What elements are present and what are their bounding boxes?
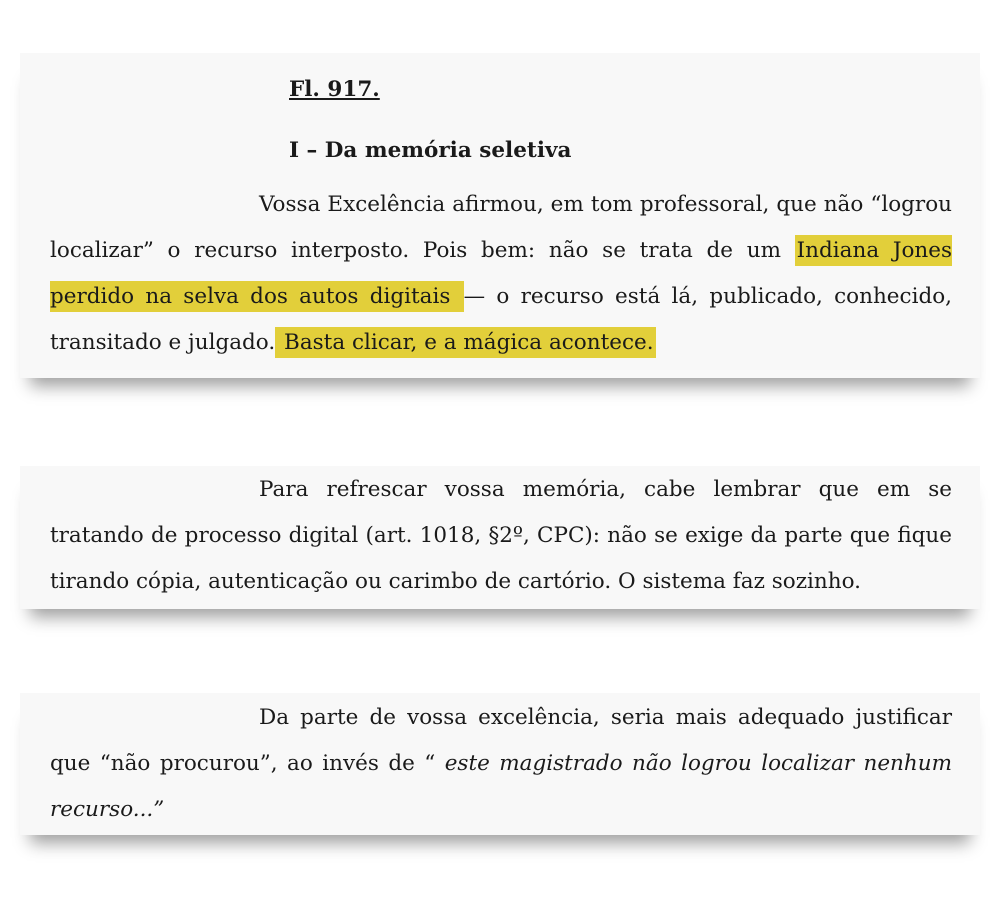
paragraph-3-text: Da parte de vossa excelência, seria mais adequado justificar que “não procurou”, ao invés de “ (50, 705, 952, 776)
highlight-basta-clicar: Basta clicar, e a mágica acontece. (275, 327, 655, 358)
page-reference: Fl. 917. (289, 77, 380, 102)
document-excerpt-1 (20, 53, 980, 378)
paragraph-1-text-a: Vossa Excelência afirmou, em tom professoral, que não “logrou localizar” o recurso interposto. Pois bem: não se trata de um (50, 192, 952, 263)
paragraph-1-text-b: — o recurso está lá, publicado, conhecido, transitado e julgado. (50, 284, 952, 355)
paragraph-1 (50, 182, 952, 366)
document-excerpt-3 (20, 693, 980, 835)
highlight-indiana-jones: Indiana Jones perdido na selva dos autos digitais (50, 235, 952, 312)
paragraph-3 (50, 695, 952, 833)
section-title: I – Da memória seletiva (289, 138, 572, 163)
document-excerpt-2 (20, 466, 980, 609)
paragraph-2: Para refrescar vossa memória, cabe lembrar que em se tratando de processo digital (art. 1018, §2º, CPC): não se exige da parte que fique tirando cópia, autenticação ou carimbo de cartório. O sistema faz sozinho. (50, 477, 952, 594)
paragraph-3-quote: este magistrado não logrou localizar nenhum recurso...” (50, 751, 952, 822)
